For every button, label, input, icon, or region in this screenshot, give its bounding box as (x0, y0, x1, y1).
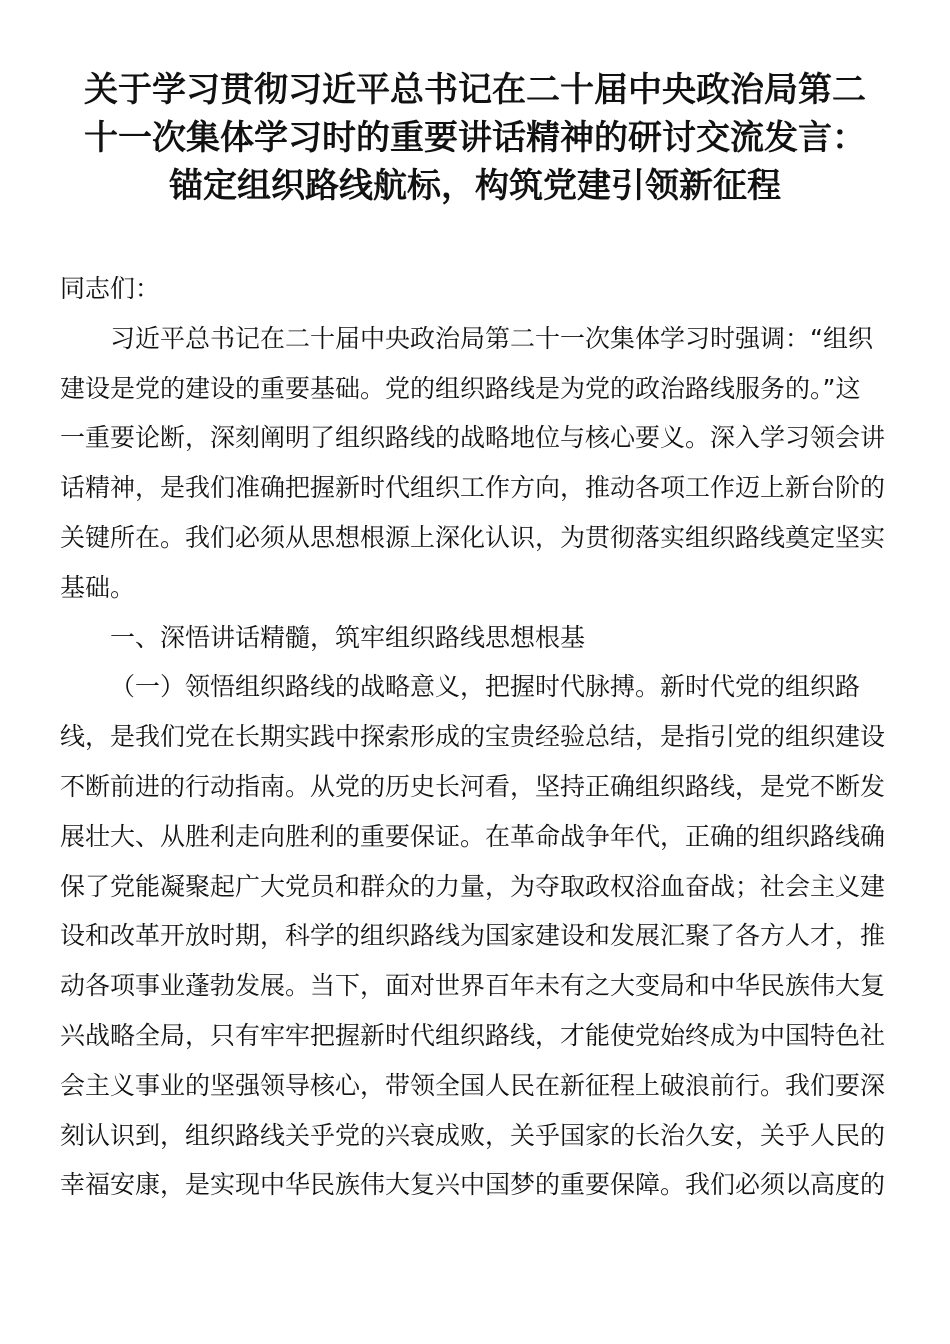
paragraph-line: 幸福安康，是实现中华民族伟大复兴中国梦的重要保障。我们必须以高度的 (60, 1170, 886, 1200)
paragraph-line: 建设是党的建设的重要基础。党的组织路线是为党的政治路线服务的。”这 (60, 373, 861, 403)
paragraph-line: 展壮大、从胜利走向胜利的重要保证。在革命战争年代，正确的组织路线确 (60, 821, 886, 851)
paragraph-line: 保了党能凝聚起广大党员和群众的力量，为夺取政权浴血奋战；社会主义建 (60, 871, 886, 901)
title-line: 十一次集体学习时的重要讲话精神的研讨交流发言： (84, 118, 866, 158)
paragraph-line: 兴战略全局，只有牢牢把握新时代组织路线，才能使党始终成为中国特色社 (60, 1020, 886, 1050)
paragraph-line: 线，是我们党在长期实践中探索形成的宝贵经验总结，是指引党的组织建设 (60, 722, 886, 752)
paragraph-line: 会主义事业的坚强领导核心，带领全国人民在新征程上破浪前行。我们要深 (60, 1070, 886, 1100)
paragraph-line: 不断前进的行动指南。从党的历史长河看，坚持正确组织路线，是党不断发 (60, 771, 886, 801)
paragraph-line: 关键所在。我们必须从思想根源上深化认识，为贯彻落实组织路线奠定坚实 (60, 522, 886, 552)
title-line: 关于学习贯彻习近平总书记在二十届中央政治局第二 (84, 70, 866, 110)
salutation: 同志们： (60, 274, 161, 303)
document-title (60, 66, 890, 210)
paragraph-line: 基础。 (60, 572, 136, 602)
paragraph-line: 设和改革开放时期，科学的组织路线为国家建设和发展汇聚了各方人才，推 (60, 921, 886, 951)
paragraph-line: 习近平总书记在二十届中央政治局第二十一次集体学习时强调：“组织 (110, 323, 873, 353)
paragraph-line: （一）领悟组织路线的战略意义，把握时代脉搏。新时代党的组织路 (110, 672, 861, 702)
paragraph-line: 刻认识到，组织路线关乎党的兴衰成败，关乎国家的长治久安，关乎人民的 (60, 1120, 886, 1150)
paragraph-line: 一重要论断，深刻阐明了组织路线的战略地位与核心要义。深入学习领会讲 (60, 423, 886, 453)
title-line: 锚定组织路线航标，构筑党建引领新征程 (169, 166, 781, 206)
paragraph-line: 话精神，是我们准确把握新时代组织工作方向，推动各项工作迈上新台阶的 (60, 473, 886, 503)
section-heading: 一、深悟讲话精髓，筑牢组织路线思想根基 (110, 622, 586, 652)
document-body (60, 264, 890, 1210)
paragraph-line: 动各项事业蓬勃发展。当下，面对世界百年未有之大变局和中华民族伟大复 (60, 971, 886, 1001)
